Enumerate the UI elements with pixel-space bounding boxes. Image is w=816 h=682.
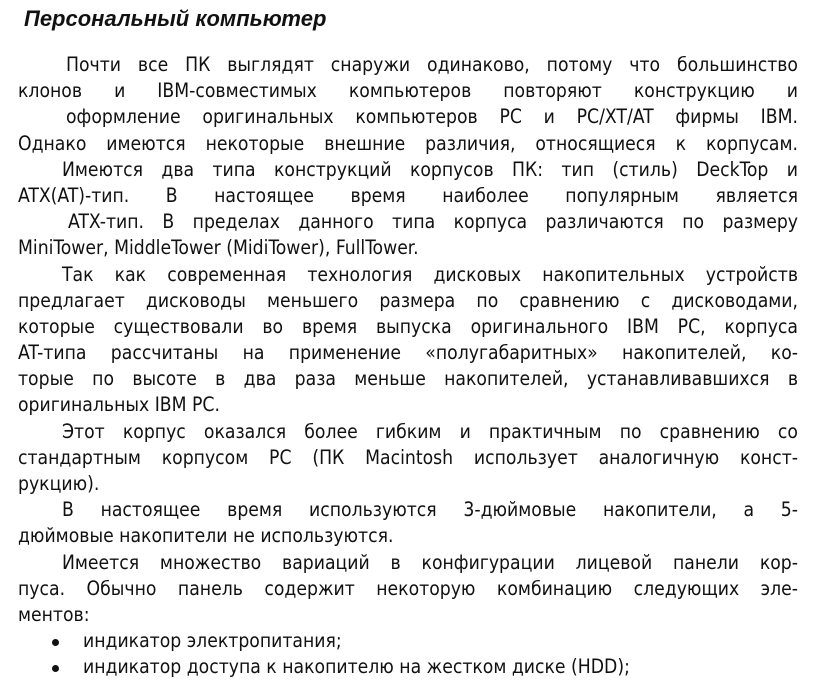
text-line: Однако имеются некоторые внешние различия, относящиеся к корпусам. (18, 131, 798, 155)
bullet-icon (52, 639, 59, 646)
list-item-text: индикатор доступа к накопителю на жестком диске (HDD); (83, 655, 630, 679)
text-line: которые существовали во время выпуска оригинального IBM PC, корпуса (18, 314, 798, 338)
text-line: оригинальных IBM PC. (18, 393, 220, 417)
text-line: Имеются два типа конструкций корпусов ПК: тип (стиль) DeckTop и (62, 157, 798, 181)
bullet-icon (52, 665, 59, 672)
text-line: ATX(AT)-тип. В настоящее время наиболее популярным является (18, 183, 798, 207)
text-line: торые по высоте в два раза меньше накопителей, устанавливавшихся в (18, 367, 798, 391)
list-item (18, 654, 798, 680)
text-line: Почти все ПК выглядят снаружи одинаково, потому что большинство (66, 53, 798, 76)
text-line: оформление оригинальных компьютеров PC и PC/XT/AT фирмы IBM. (66, 105, 798, 129)
text-line: рукцию). (18, 472, 100, 495)
bullet-list (18, 628, 798, 680)
text-line: клонов и IBM-совместимых компьютеров повторяют конструкцию и (18, 79, 798, 103)
text-line: ATX-тип. В пределах данного типа корпуса различаются по размеру (68, 210, 798, 234)
text-line: стандартным корпусом PC (ПК Macintosh использует аналогичную конст- (18, 445, 798, 469)
text-line: Имеется множество вариаций в конфигурации лицевой панели кор- (62, 550, 798, 574)
text-line: ментов: (18, 602, 90, 626)
text-line: MiniTower, MiddleTower (MidiTower), FullTower. (18, 236, 419, 260)
text-line: В настоящее время используются 3-дюймовые накопители, а 5- (62, 498, 798, 522)
text-line: пуса. Обычно панель содержит некоторую комбинацию следующих эле- (18, 576, 798, 600)
text-line: Так как современная технология дисковых накопительных устройств (62, 262, 798, 286)
text-line: предлагает дисководы меньшего размера по сравнению с дисководами, (18, 288, 798, 312)
list-item (18, 628, 798, 654)
text-line: дюймовые накопители не используются. (18, 524, 394, 548)
text-line: Этот корпус оказался более гибким и практичным по сравнению со (62, 419, 798, 443)
page-title: Персональный компьютер (24, 6, 327, 31)
list-item-text: индикатор электропитания; (83, 629, 342, 653)
text-line: AT-типа рассчитаны на применение «полугабаритных» накопителей, ко- (18, 341, 798, 365)
body-text (18, 52, 798, 681)
